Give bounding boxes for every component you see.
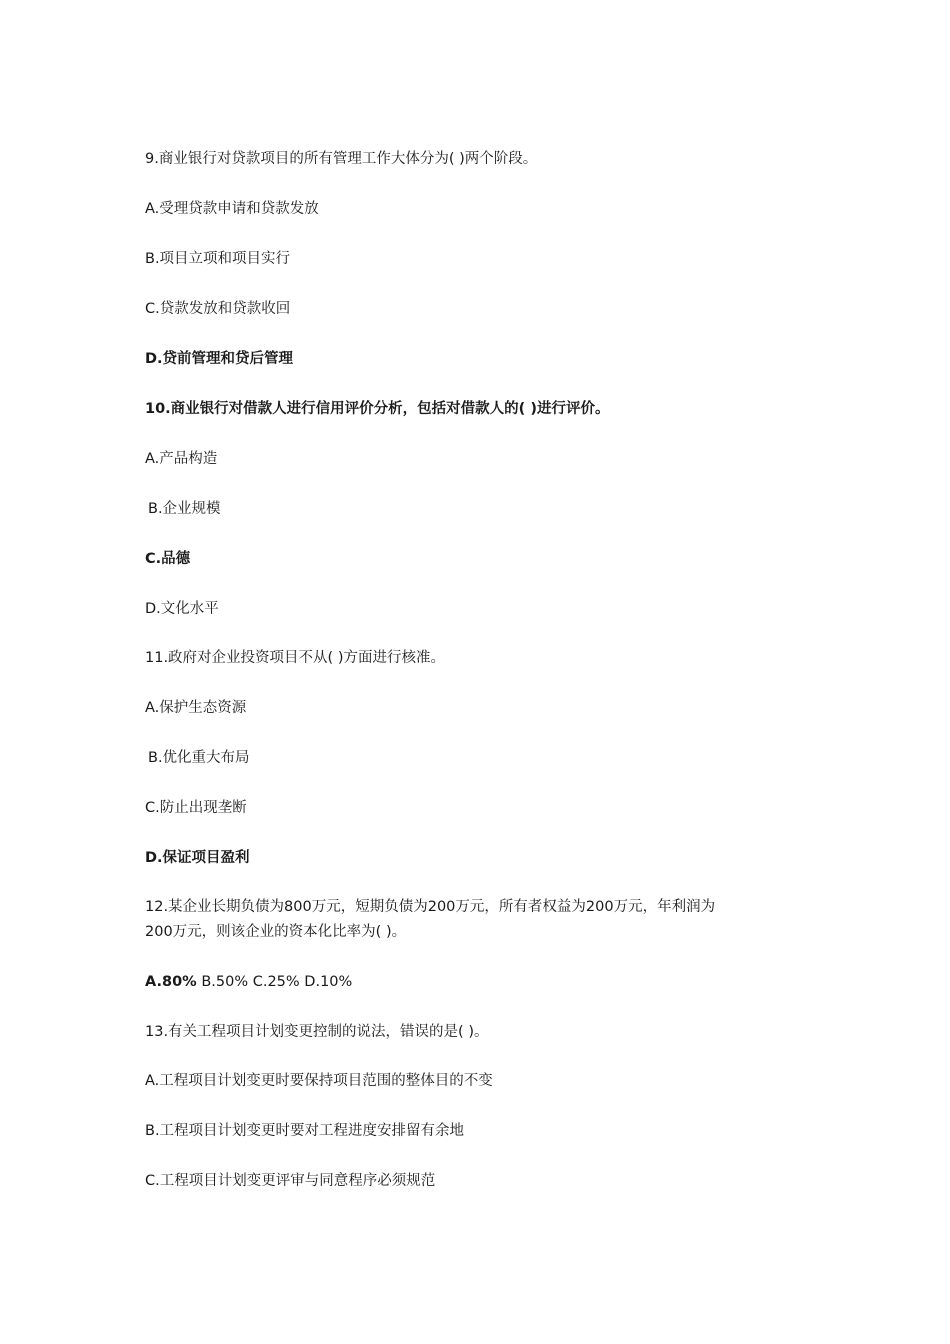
question-11-stem: 11.政府对企业投资项目不从( )方面进行核准。 bbox=[145, 650, 445, 666]
question-11-option-d-answer: D.保证项目盈利 bbox=[145, 850, 250, 866]
question-12-stem-line-2: 200万元，则该企业的资本化比率为( )。 bbox=[145, 924, 407, 940]
question-11-option-c: C.防止出现垄断 bbox=[145, 800, 247, 816]
question-12-option-a-answer: A.80% bbox=[145, 974, 197, 990]
question-12-stem-line-1: 12.某企业长期负债为800万元，短期负债为200万元，所有者权益为200万元，年利润为 bbox=[145, 899, 716, 915]
question-9-option-d-answer: D.贷前管理和贷后管理 bbox=[145, 351, 294, 367]
question-9-stem: 9.商业银行对贷款项目的所有管理工作大体分为( )两个阶段。 bbox=[145, 151, 538, 167]
question-10-option-d: D.文化水平 bbox=[145, 601, 219, 617]
question-9-option-b: B.项目立项和项目实行 bbox=[145, 251, 291, 267]
question-13-option-b: B.工程项目计划变更时要对工程进度安排留有余地 bbox=[145, 1123, 465, 1139]
question-10-option-b: B.企业规模 bbox=[148, 501, 221, 517]
question-12-options bbox=[145, 970, 815, 995]
question-10-option-a: A.产品构造 bbox=[145, 451, 218, 467]
question-10-option-c-answer: C.品德 bbox=[145, 551, 191, 567]
question-13-option-c: C.工程项目计划变更评审与同意程序必须规范 bbox=[145, 1173, 436, 1189]
question-11-option-b: B.优化重大布局 bbox=[148, 750, 250, 766]
question-11-option-a: A.保护生态资源 bbox=[145, 700, 247, 716]
question-12-options-rest: B.50% C.25% D.10% bbox=[196, 974, 353, 990]
question-10-stem: 10.商业银行对借款人进行信用评价分析，包括对借款人的( )进行评价。 bbox=[145, 401, 610, 417]
question-9-option-a: A.受理贷款申请和贷款发放 bbox=[145, 201, 319, 217]
question-13-stem: 13.有关工程项目计划变更控制的说法，错误的是( )。 bbox=[145, 1024, 489, 1040]
question-9-option-c: C.贷款发放和贷款收回 bbox=[145, 301, 291, 317]
question-13-option-a: A.工程项目计划变更时要保持项目范围的整体目的不变 bbox=[145, 1073, 493, 1089]
